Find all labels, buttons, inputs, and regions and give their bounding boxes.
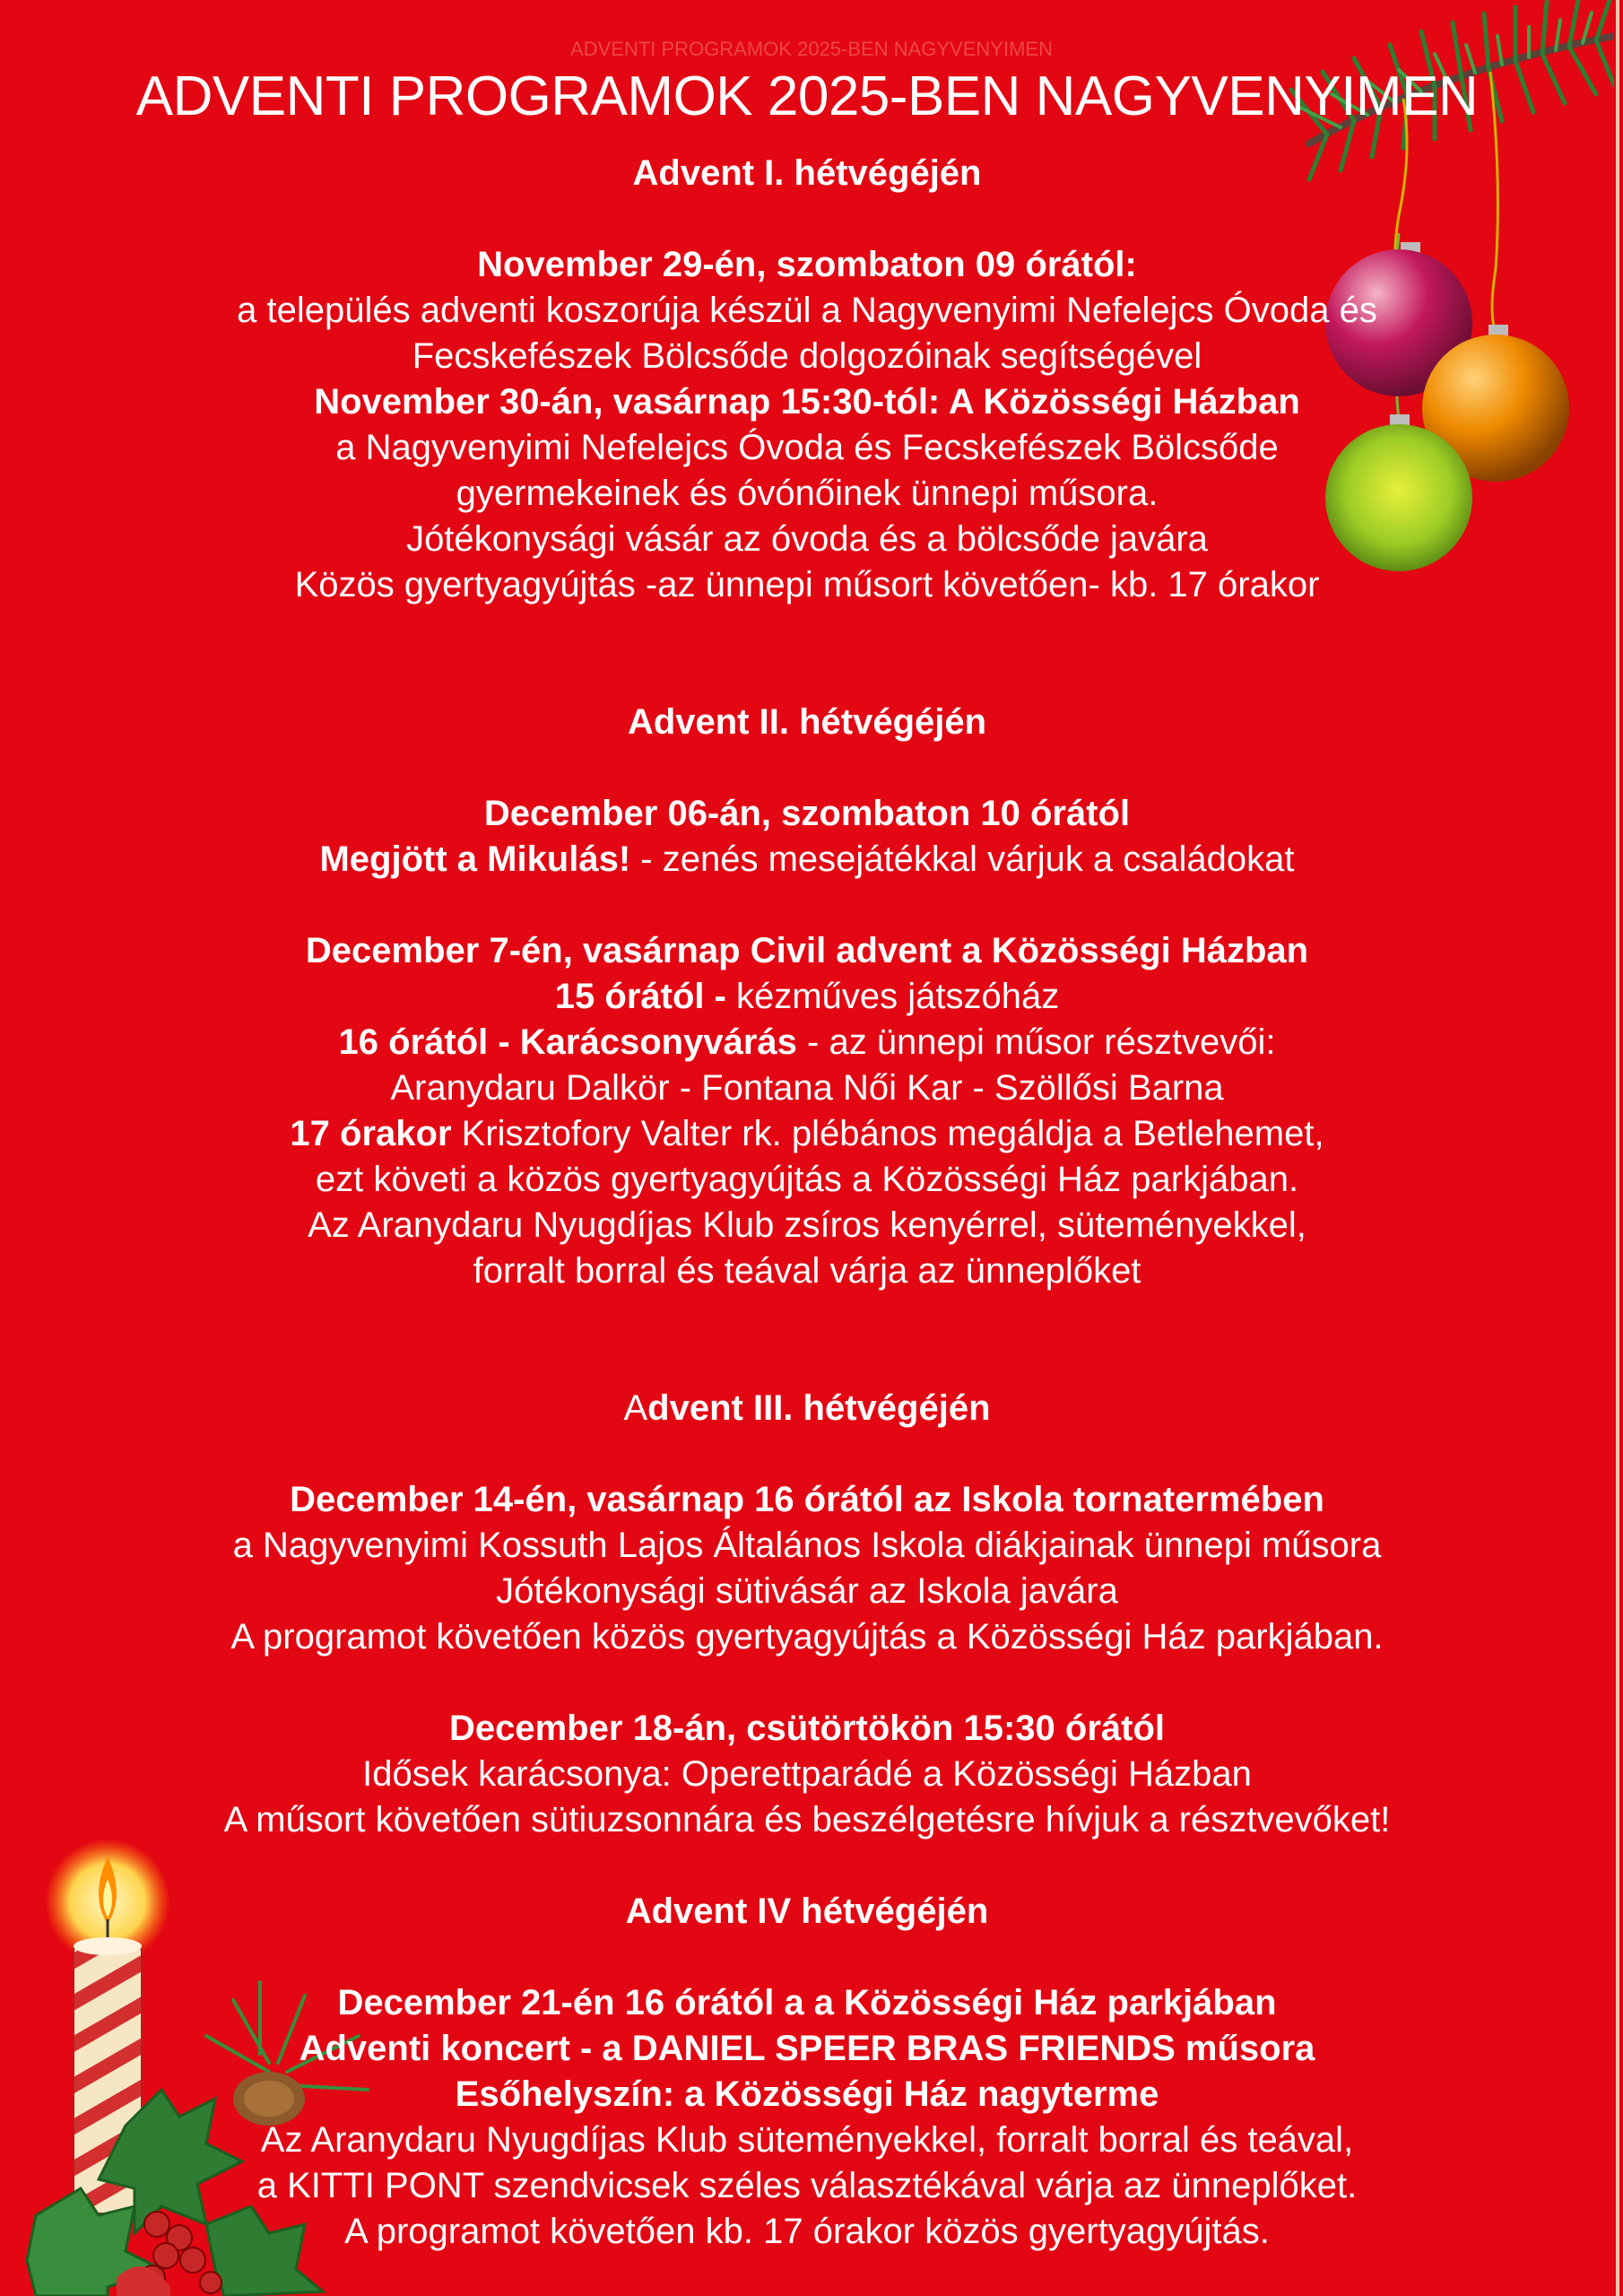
week3-event1-line1: a Nagyvenyimi Kossuth Lajos Általános Iskola diákjainak ünnepi műsora [232,1526,1382,1565]
week2-event2-date: December 7-én, vasárnap Civil advent a Közösségi Házban [305,931,1309,970]
week2-event2-time1-bold: 15 órától - [554,977,737,1016]
week1-heading: Advent I. hétvégéjén [632,153,982,193]
week3-heading-first: A [623,1388,648,1428]
week2-event2-time1-rest: kézműves játszóház [736,977,1060,1016]
week1-event2-date: November 30-án, vasárnap 15:30-tól: A Közösségi Házban [314,382,1300,422]
week3-event2-date: December 18-án, csütörtökön 15:30 órától [448,1709,1166,1748]
week4-event1-line2: Esőhelyszín: a Közösségi Ház nagyterme [455,2074,1159,2114]
week1-event2-line3: Jótékonysági vásár az óvoda és a bölcsőde javára [406,519,1208,559]
week1-event1-line2: Fecskefészek Bölcsőde dolgozóinak segítségével [412,336,1202,376]
week4-event1-line3: Az Aranydaru Nyugdíjas Klub süteményekkel, forralt borral és teával, [260,2120,1354,2160]
week2-event2-time3-rest: Krisztofory Valter rk. plébános megáldja a Betlehemet, [451,1114,1324,1153]
week2-event2-time2-rest: - az ünnepi műsor résztvevői: [796,1022,1276,1062]
week2-event2-performers: Aranydaru Dalkör - Fontana Női Kar - Szöllősi Barna [390,1068,1224,1108]
week4-event1-date: December 21-én 16 órától a a Közösségi Ház parkjában [337,1983,1277,2022]
week3-event2-line2: A műsort követően sütiuzsonnára és beszélgetésre hívjuk a résztvevőket! [223,1800,1391,1839]
week2-event1-rest: - zenés mesejátékkal várjuk a családokat [630,839,1295,879]
week1-event2-line4: Közös gyertyagyújtás -az ünnepi műsort követően- kb. 17 órakor [294,565,1320,604]
week2-event2-time3 [0,1111,1614,1157]
week3-heading [0,1386,1614,1431]
week4-event1-line5: A programot követően kb. 17 órakor közös gyertyagyújtás. [344,2212,1270,2251]
week4-event1-line1: Adventi koncert - a DANIEL SPEER BRAS FRIENDS műsora [299,2029,1315,2068]
week1-event2-line2: gyermekeinek és óvónőinek ünnepi műsora. [456,474,1159,513]
week2-event1-line [0,837,1614,883]
week4-heading: Advent IV hétvégéjén [625,1892,989,1931]
week3-event1-line2: Jótékonysági sütivásár az Iskola javára [496,1571,1118,1611]
week1-event1-line1: a település adventi koszorúja készül a Nagyvenyimi Nefelejcs Óvoda és [237,291,1377,330]
week2-event2-time1 [0,974,1614,1020]
week3-event1-line3: A programot követően közös gyertyagyújtás a Közösségi Ház parkjában. [230,1617,1384,1657]
program-content [0,151,1614,2255]
week2-event1-bold: Megjött a Mikulás! [319,839,631,879]
week1-event1-date: November 29-én, szombaton 09 órától: [477,245,1137,284]
week2-event2-time2 [0,1020,1614,1065]
page-title: ADVENTI PROGRAMOK 2025-BEN NAGYVENYIMEN [135,65,1479,127]
week3-heading-rest: dvent III. hétvégéjén [647,1388,991,1428]
week4-event1-line4: a KITTI PONT szendvicsek széles választékával várja az ünneplőket. [256,2166,1358,2205]
week2-event2-line5: ezt követi a közös gyertyagyújtás a Közösségi Ház parkjában. [315,1160,1299,1199]
week2-event2-time2-bold: 16 órától - Karácsonyvárás [338,1022,797,1062]
week2-heading: Advent II. hétvégéjén [627,702,987,742]
week1-event2-line1: a Nagyvenyimi Nefelejcs Óvoda és Fecskefészek Bölcsőde [335,428,1279,467]
page-edge-line [1616,0,1619,2296]
faint-title: ADVENTI PROGRAMOK 2025-BEN NAGYVENYIMEN [570,38,1053,60]
week2-event1-date: December 06-án, szombaton 10 órától [483,794,1131,833]
week2-event2-line6: Az Aranydaru Nyugdíjas Klub zsíros kenyérrel, süteményekkel, [308,1205,1306,1245]
week2-event2-line7: forralt borral és teával várja az ünneplőket [473,1251,1141,1291]
week3-event1-date: December 14-én, vasárnap 16 órától az Iskola tornatermében [290,1480,1324,1519]
week2-event2-time3-bold: 17 órakor [290,1114,452,1153]
week3-event2-line1: Idősek karácsonya: Operettparádé a Közösségi Házban [362,1754,1252,1794]
